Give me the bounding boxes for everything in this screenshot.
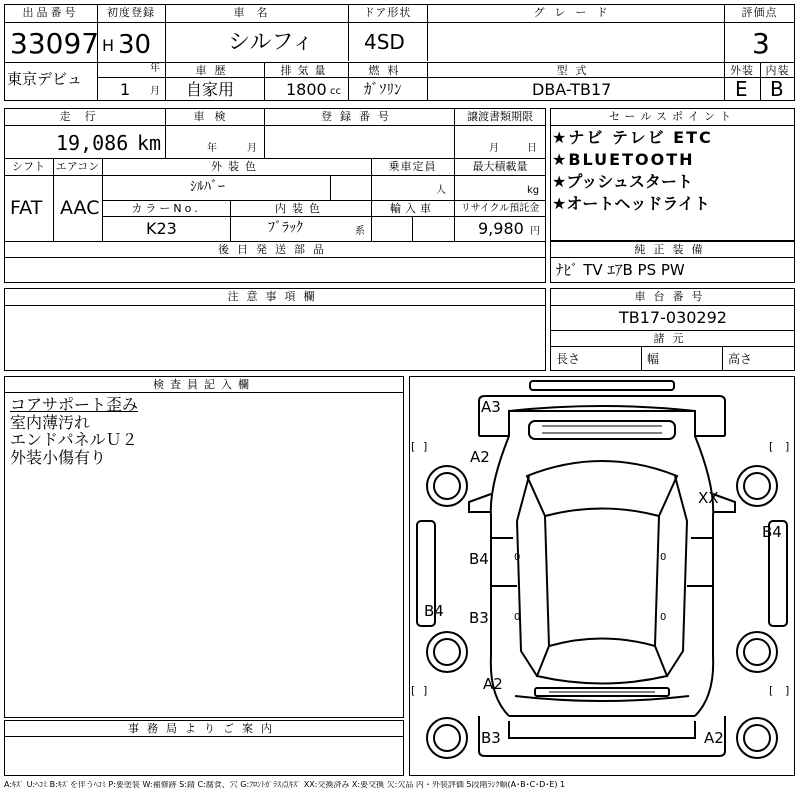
year-unit: 年: [150, 63, 160, 74]
mark-front: A3: [481, 398, 501, 416]
ext-color-label: 外装色: [211, 160, 262, 173]
door-label: ドア形状: [363, 6, 412, 19]
length-label: 長さ: [556, 352, 581, 366]
ac-label: エアコン: [55, 160, 100, 173]
svg-text:[: [: [769, 440, 774, 453]
sales-point-item: ★オートヘッドライト: [552, 194, 710, 213]
zero-mark: 0: [514, 612, 521, 623]
import-label: 輸入車: [390, 202, 435, 215]
svg-text:[: [: [411, 684, 416, 697]
zero-mark: 0: [514, 552, 521, 563]
later-parts-label: 後日発送部品: [218, 243, 332, 256]
inspection-year-unit: 年: [207, 143, 217, 154]
int-color-unit: 系: [355, 226, 365, 237]
shift-label: シフト: [12, 160, 45, 173]
ac: AAC: [60, 197, 100, 219]
chassis-label: 車台番号: [634, 290, 711, 303]
door-type: 4SD: [364, 30, 405, 54]
capacity-label: 乗車定員: [388, 160, 437, 173]
model-label: 型式: [556, 64, 595, 77]
svg-text:]: ]: [785, 684, 790, 697]
max-load-label: 最大積載量: [472, 160, 528, 173]
month-unit: 月: [150, 86, 160, 97]
era-prefix: H: [102, 36, 115, 55]
color-no-label: カラーNo.: [131, 202, 201, 215]
mark-left-rear-door: B3: [469, 609, 489, 627]
mark-right-front: XX: [698, 489, 719, 507]
grade-label: グレード: [533, 6, 618, 19]
inspector-line: コアサポート歪み: [10, 395, 139, 414]
height-label: 高さ: [728, 352, 753, 366]
inspection-month-unit: 月: [247, 143, 257, 154]
car-name: シルフィ: [228, 30, 314, 55]
sales-point-item: ★BLUETOOTH: [552, 150, 695, 169]
first-reg-label: 初度登録: [107, 6, 155, 19]
transfer-day-unit: 日: [527, 143, 537, 154]
inspector-line: 室内薄汚れ: [10, 413, 91, 432]
first-reg-month: 1: [120, 80, 131, 99]
equipment-label: 純正装備: [634, 243, 711, 256]
score: 3: [752, 27, 770, 60]
office-label: 事務局よりご案内: [128, 722, 280, 735]
max-load-unit: kg: [527, 185, 540, 196]
mark-left-front-door: B4: [469, 550, 489, 568]
int-color-label: 内装色: [275, 202, 326, 215]
inspector-line: 外装小傷有り: [10, 448, 107, 467]
chassis-number: TB17-030292: [619, 308, 727, 327]
displacement-label: 排気量: [280, 64, 332, 77]
model: DBA-TB17: [532, 80, 612, 99]
mileage-label: 走行: [59, 110, 110, 123]
mileage: 19,086: [56, 131, 129, 155]
lot-no-label: 出品番号: [22, 6, 79, 19]
displacement-unit: cc: [330, 86, 341, 97]
mark-rear-left: A2: [483, 675, 503, 693]
mileage-unit: km: [137, 131, 162, 155]
svg-text:[: [: [411, 440, 416, 453]
color-no: K23: [146, 219, 177, 238]
displacement: 1800: [286, 80, 327, 99]
legend: A:ｷｽﾞ U:ﾍｺﾐ B:ｷｽﾞを伴うﾍｺﾐ P:要塗装 W:補修跡 S:錆 C:腐食、穴 G:ﾌﾛﾝﾄｶﾞﾗｽ点ｷｽﾞ XX:交換済み X:要交換 欠:欠品 内・外装評価 5段階ﾗﾝｸ順(A･B･C･D･E) 1: [4, 781, 566, 789]
exterior-grade: E: [735, 77, 748, 101]
equipment-value: ﾅﾋﾞ TV ｴｱB PS PW: [556, 261, 685, 279]
inspector-line: エンドパネルＵ２: [10, 430, 138, 449]
inspector-label: 検査員記入欄: [153, 378, 255, 391]
sales-points-label: セールスポイント: [608, 110, 736, 123]
svg-text:]: ]: [785, 440, 790, 453]
int-color: ﾌﾞﾗｯｸ: [268, 220, 303, 236]
mark-rear-bottom-left: B3: [481, 729, 501, 747]
svg-text:[: [: [769, 684, 774, 697]
transfer-label: 譲渡書類期限: [467, 110, 533, 123]
interior-grade-label: 内装: [765, 64, 790, 77]
recycle-unit: 円: [530, 226, 540, 237]
score-label: 評価点: [741, 6, 778, 19]
transfer-month-unit: 月: [489, 143, 499, 154]
recycle-label: リサイクル預託金: [460, 203, 540, 214]
width-label: 幅: [647, 352, 660, 366]
plate-label: 登録番号: [321, 110, 397, 123]
mark-front-left: A2: [470, 448, 490, 466]
zero-mark: 0: [660, 612, 667, 623]
history: 自家用: [186, 80, 235, 99]
zero-mark: 0: [660, 552, 667, 563]
mark-left-sill: B4: [424, 602, 444, 620]
car-name-label: 車名: [233, 6, 280, 19]
recycle: 9,980: [478, 219, 524, 238]
sales-point-item: ★ナビ テレビ ETC: [552, 128, 713, 147]
car-diagram: [409, 376, 795, 776]
sales-point-item: ★プッシュスタート: [552, 172, 693, 191]
capacity-unit: 人: [436, 185, 446, 196]
fuel: ｶﾞｿﾘﾝ: [364, 80, 402, 98]
exterior-grade-label: 外装: [730, 64, 754, 77]
svg-text:]: ]: [423, 684, 428, 697]
svg-text:]: ]: [423, 440, 428, 453]
interior-grade: B: [770, 77, 784, 101]
fuel-label: 燃料: [368, 64, 407, 77]
notes-label: 注意事項欄: [227, 290, 323, 303]
inspection-label: 車検: [193, 110, 236, 123]
specs-label: 諸元: [653, 332, 692, 345]
history-label: 車歴: [195, 64, 234, 77]
mark-right-side: B4: [762, 523, 782, 541]
venue: 東京デビュ: [7, 70, 83, 88]
first-reg-year: 30: [118, 30, 152, 60]
shift: FAT: [10, 197, 43, 219]
mark-rear-bottom-right: A2: [704, 729, 724, 747]
ext-color: ｼﾙﾊﾞｰ: [190, 179, 225, 195]
lot-no: 33097: [10, 27, 100, 60]
